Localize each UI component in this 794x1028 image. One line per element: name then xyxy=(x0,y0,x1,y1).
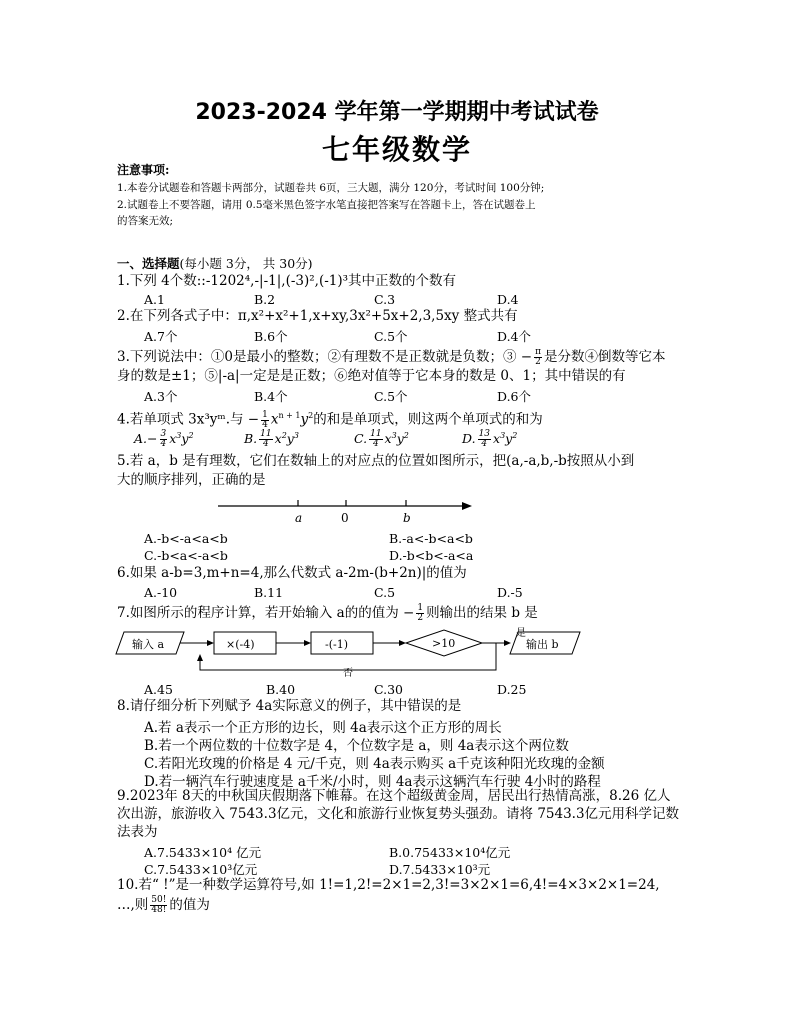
question-9-line-3: 法表为 xyxy=(117,824,158,840)
q1-option-d: D.4 xyxy=(497,292,519,307)
subtract-label: -(-1) xyxy=(325,638,349,651)
q2-option-b: B.6个 xyxy=(254,329,288,344)
q8-option-c: C.若阳光玫瑰的价格是 4 元/千克，则 4a表示购买 a千克该种阳光玫瑰的金额 xyxy=(144,756,605,772)
exam-subject: 七年级数学 xyxy=(321,133,472,166)
q3-option-c: C.5个 xyxy=(374,389,408,404)
exam-title: 2023-2024 学年第一学期期中考试试卷 xyxy=(195,100,599,125)
q7-option-a: A.45 xyxy=(144,682,173,697)
q2-option-a: A.7个 xyxy=(144,329,178,344)
question-6: 6.如果 a-b=3,m+n=4,那么代数式 a-2m-(b+2n)|的值为 xyxy=(117,565,467,581)
q4-option-b: B. $\frac{11}{4}$ $x^2y^3$ xyxy=(244,429,299,449)
q7-option-c: C.30 xyxy=(374,682,403,697)
q3-option-b: B.4个 xyxy=(254,389,288,404)
question-8: 8.请仔细分析下列赋予 4a实际意义的例子，其中错误的是 xyxy=(117,698,462,714)
q1-option-c: C.3 xyxy=(374,292,396,307)
yes-label: 是 xyxy=(516,628,526,639)
q9-option-a: A.7.5433×10⁴ 亿元 xyxy=(144,845,262,860)
q6-option-b: B.11 xyxy=(254,585,284,600)
q4-option-c: C. $\frac{11}{4}$ $x^3y^2$ xyxy=(354,429,409,449)
question-7: 7.如图所示的程序计算，若开始输入 a的的值为 − $\frac{1}{2}$ 则输出的结果 b 是 xyxy=(117,603,538,623)
question-10-line-2: …,则 $\frac{50!}{48!}$ 的值为 xyxy=(117,895,210,915)
q3-option-a: A.3个 xyxy=(144,389,178,404)
q2-option-d: D.4个 xyxy=(497,329,532,344)
question-3-line-2: 身的数是±1；⑤|-a|一定是是正数；⑥绝对值等于它本身的数是 0、1；其中错误的有 xyxy=(117,368,626,384)
q6-option-d: D.-5 xyxy=(497,585,523,600)
q9-option-b: B.0.75433×10⁴亿元 xyxy=(389,845,511,860)
output-label: 输出 b xyxy=(526,638,559,651)
question-3-line-1: 3.下列说法中：①0是最小的整数；②有理数不是正数就是负数；③ − $\frac{\pi}{2}$ 是分数④倒数等它本 xyxy=(117,347,666,367)
q8-option-a: A.若 a表示一个正方形的边长，则 4a表示这个正方形的周长 xyxy=(144,720,502,736)
flowchart-diagram xyxy=(114,624,604,678)
q1-option-a: A.1 xyxy=(144,292,165,307)
question-5-line-2: 大的顺序排列，正确的是 xyxy=(117,472,266,488)
q6-option-a: A.-10 xyxy=(144,585,178,600)
question-5-line-1: 5.若 a，b 是有理数，它们在数轴上的对应点的位置如图所示，把(a,-a,b,-b按照从小到 xyxy=(117,453,635,469)
q9-option-c: C.7.5433×10³亿元 xyxy=(144,862,258,877)
question-9-line-1: 9.2023年 8天的中秋国庆假期落下帷幕。在这个超级黄金周，居民出行热情高涨，8.26 亿人 xyxy=(117,788,671,804)
factorial-fraction: $\frac{50!}{48!}$ xyxy=(151,895,167,915)
section-heading: 一、选择题(每小题 3分， 共 30分) xyxy=(117,256,313,271)
condition-label: >10 xyxy=(432,637,456,650)
question-1: 1.下列 4个数::-1202⁴,-|-1|,(-3)²,(-1)³其中正数的个数有 xyxy=(117,273,457,289)
q2-option-c: C.5个 xyxy=(374,329,408,344)
q7-option-d: D.25 xyxy=(497,682,527,697)
question-10-line-1: 10.若“ !”是一种数学运算符号,如 1!=1,2!=2×1=2,3!=3×2×1=6,4!=4×3×2×1=24, xyxy=(117,877,660,893)
q6-option-c: C.5 xyxy=(374,585,396,600)
label-b: b xyxy=(403,511,411,525)
no-label: 否 xyxy=(343,668,353,678)
number-line-diagram xyxy=(210,494,480,528)
question-4: 4.若单项式 3x³yᵐ.与 − $\frac{1}{4}$ $x^{n + 1}y^2$的和是单项式，则这两个单项式的和为 xyxy=(117,409,543,430)
q8-option-b: B.若一个两位数的十位数字是 4，个位数字是 a，则 4a表示这个两位数 xyxy=(144,738,569,754)
notes-line-1: 1.本卷分试题卷和答题卡两部分，试题卷共 6页，三大题，满分 120分，考试时间 100分钟; xyxy=(117,182,545,194)
q5-option-b: B.-a<-b<a<b xyxy=(389,531,473,546)
question-9-line-2: 次出游，旅游收入 7543.3亿元，文化和旅游行业恢复势头强劲。请将 7543.3亿元用科学记数 xyxy=(117,806,680,822)
label-a: a xyxy=(295,511,303,525)
notes-heading: 注意事项: xyxy=(117,163,170,177)
question-2: 2.在下列各式子中：π,x²+x²+1,x+xy,3x²+5x+2,3,5xy 整式共有 xyxy=(117,308,518,324)
q4-option-a: A.− $\frac{3}{4}$ $x^3y^2$ xyxy=(134,429,194,449)
q9-option-d: D.7.5433×10³元 xyxy=(389,862,491,877)
one-quarter-fraction: $\frac{1}{4}$ xyxy=(262,409,268,430)
one-half-fraction: $\frac{1}{2}$ xyxy=(417,603,424,623)
q5-option-a: A.-b<-a<a<b xyxy=(144,531,228,546)
multiply-label: ×(-4) xyxy=(226,638,255,651)
arrow-head xyxy=(462,502,472,510)
q5-option-c: C.-b<a<-a<b xyxy=(144,548,228,563)
q4-option-d: D. $\frac{13}{4}$ $x^3y^2$ xyxy=(462,429,518,449)
q8-option-d: D.若一辆汽车行驶速度是 a千米/小时，则 4a表示这辆汽车行驶 4小时的路程 xyxy=(144,774,601,790)
label-0: 0 xyxy=(341,511,349,525)
notes-line-3: 的答案无效; xyxy=(117,215,174,227)
q7-option-b: B.40 xyxy=(266,682,296,697)
pi-over-2-fraction: $\frac{\pi}{2}$ xyxy=(535,347,541,367)
notes-line-2: 2.试题卷上不要答题，请用 0.5毫米黑色签字水笔直接把答案写在答题卡上，答在试题卷上 xyxy=(117,199,536,211)
input-label: 输入 a xyxy=(132,638,165,651)
q5-option-d: D.-b<b<-a<a xyxy=(389,548,474,563)
q1-option-b: B.2 xyxy=(254,292,276,307)
q3-option-d: D.6个 xyxy=(497,389,532,404)
